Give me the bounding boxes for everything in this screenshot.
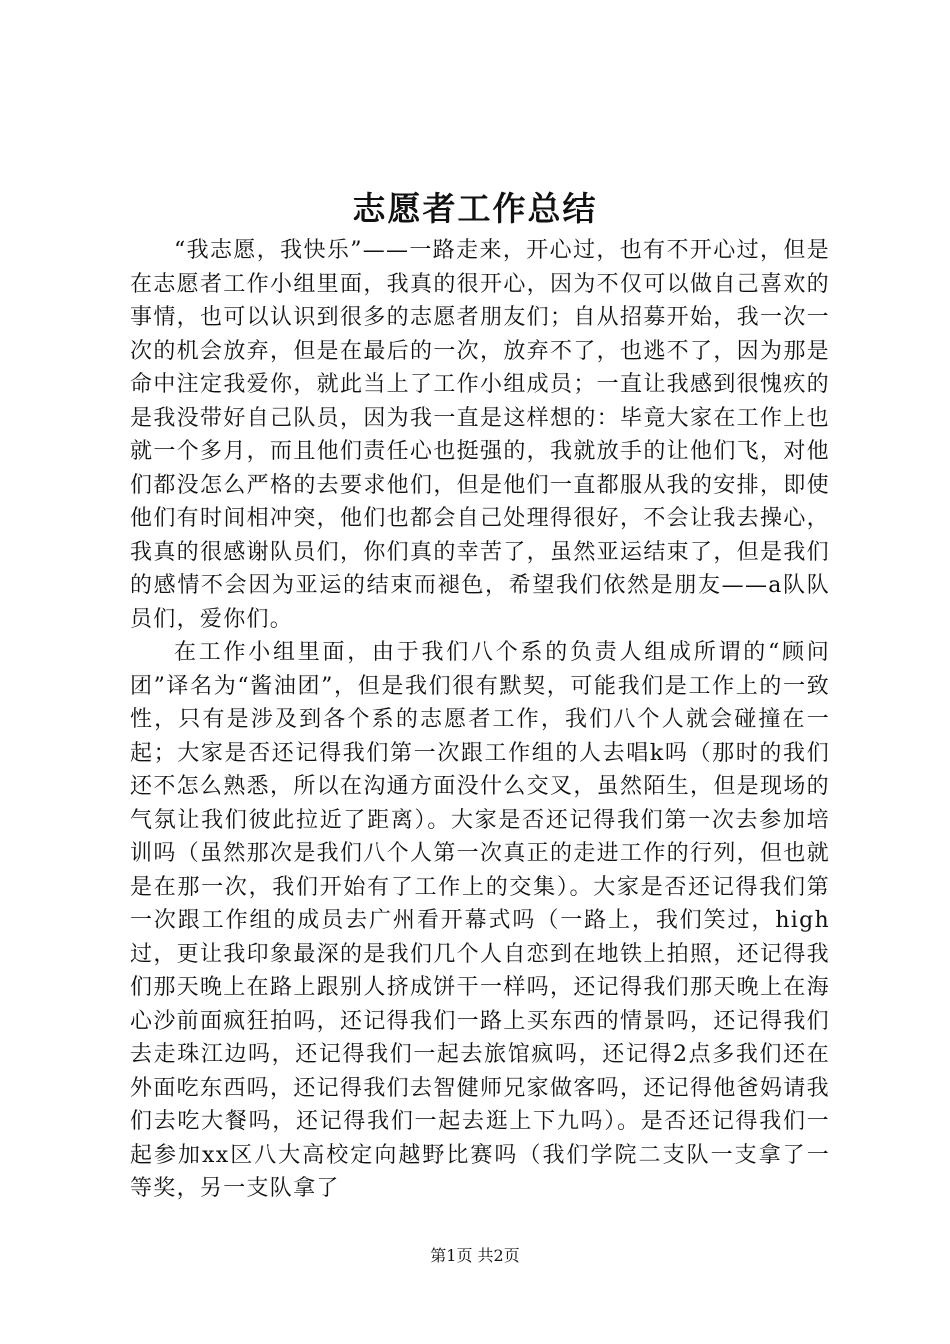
document-title: 志愿者工作总结	[352, 189, 598, 228]
paragraph-2: 在工作小组里面，由于我们八个系的负责人组成所谓的“顾问团”译名为“酱油团”，但是我们很有默契，可能我们是工作上的一致性，只有是涉及到各个系的志愿者工作，我们八个人就会碰撞在一起；大家是否还记得我们第一次跟工作组的人去唱k吗（那时的我们还不怎么熟悉，所以在沟通方面没什么交叉，虽然陌生，但是现场的气氛让我们彼此拉近了距离）。大家是否还记得我们第一次去参加培训吗（虽然那次是我们八个人第一次真正的走进工作的行列，但也就是在那一次，我们开始有了工作上的交集）。大家是否还记得我们第一次跟工作组的成员去广州看开幕式吗（一路上，我们笑过，high过，更让我印象最深的是我们几个人自恋到在地铁上拍照，还记得我们那天晚上在路上跟别人挤成饼干一样吗，还记得我们那天晚上在海心沙前面疯狂拍吗，还记得我们一路上买东西的情景吗，还记得我们去走珠江边吗，还记得我们一起去旅馆疯吗，还记得2点多我们还在外面吃东西吗，还记得我们去智健师兄家做客吗，还记得他爸妈请我们去吃大餐吗，还记得我们一起去逛上下九吗）。是否还记得我们一起参加xx区八大高校定向越野比赛吗（我们学院二支队一支拿了一等奖，另一支队拿了	[130, 640, 830, 1201]
document-body	[130, 234, 830, 1206]
page-footer: 第1页 共2页	[430, 1246, 520, 1265]
paragraph-1: “我志愿，我快乐”——一路走来，开心过，也有不开心过，但是在志愿者工作小组里面，我真的很开心，因为不仅可以做自己喜欢的事情，也可以认识到很多的志愿者朋友们；自从招募开始，我一次一次的机会放弃，但是在最后的一次，放弃不了，也逃不了，因为那是命中注定我爱你，就此当上了工作小组成员；一直让我感到很愧疚的是我没带好自己队员，因为我一直是这样想的：毕竟大家在工作上也就一个多月，而且他们责任心也挺强的，我就放手的让他们飞，对他们都没怎么严格的去要求他们，但是他们一直都服从我的安排，即使他们有时间相冲突，他们也都会自己处理得很好，不会让我去操心，我真的很感谢队员们，你们真的幸苦了，虽然亚运结束了，但是我们的感情不会因为亚运的结束而褪色，希望我们依然是朋友——a队队员们，爱你们。	[130, 238, 830, 632]
